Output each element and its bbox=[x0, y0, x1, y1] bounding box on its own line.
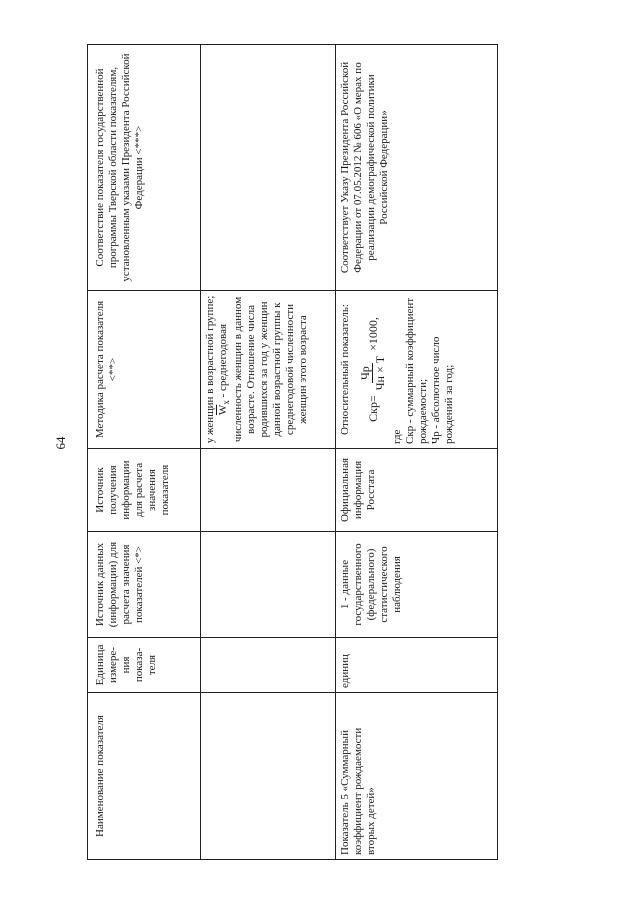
cont-unit bbox=[201, 638, 336, 693]
w-subscript: x bbox=[221, 400, 232, 405]
cont-compliance bbox=[201, 45, 336, 291]
cont-method-before: у женщин в возрастной группе; bbox=[204, 295, 216, 444]
indicator-5-row bbox=[336, 45, 498, 860]
definition-1: Скр - суммарный коэффициент рождаемости; bbox=[404, 297, 430, 444]
header-row bbox=[88, 45, 201, 860]
row5-name: Показатель 5 «Суммарный коэффициент рождаемости вторых детей» bbox=[336, 693, 498, 860]
formula-lhs: Скр= bbox=[365, 395, 380, 422]
cont-method bbox=[201, 291, 336, 449]
formula-rhs: ×1000, bbox=[365, 317, 380, 351]
header-compliance: Соответствие показателя государственной программы Тверской области показателям, установленным указами Президента Российской Федерации <***> bbox=[88, 45, 201, 291]
fertility-formula bbox=[358, 295, 387, 444]
header-name: Наименование показателя bbox=[88, 693, 201, 860]
formula-fraction bbox=[358, 353, 387, 393]
page-number: 64 bbox=[53, 436, 68, 450]
row5-compliance: Соответствует Указу Президента Российской Федерации от 07.05.2012 № 606 «О мерах по реализации демографической политики Российской Федерации» bbox=[336, 45, 498, 291]
row5-data-source: 1 - данные государственного (федерального) статистического наблюдения bbox=[336, 532, 498, 638]
header-method: Методика расчета показателя <**> bbox=[88, 291, 201, 449]
indicators-table bbox=[87, 44, 498, 860]
w-symbol: $\overline{W}$ bbox=[216, 404, 229, 416]
continuation-row bbox=[201, 45, 336, 860]
formula-denominator: Чн × Т bbox=[373, 355, 388, 391]
definition-2: Чр - абсолютное число рождений за год; bbox=[430, 336, 456, 444]
formula-numerator: Чр bbox=[358, 363, 373, 383]
cont-name bbox=[201, 693, 336, 860]
method-intro: Относительный показатель: bbox=[339, 304, 351, 435]
cont-info-source bbox=[201, 449, 336, 532]
row5-unit: единиц bbox=[336, 638, 498, 693]
row5-method bbox=[336, 291, 498, 449]
header-info-source: Источник получения информации для расчета значения показателя bbox=[88, 449, 201, 532]
where-label: где bbox=[391, 429, 404, 444]
cont-method-after: - среднегодовая численность женщин в данном возрасте. Отношение числа родившихся за год у женщин данной возрастной группы к среднегодовой численности женщин этого возраста bbox=[216, 296, 309, 443]
row5-info-source: Официальная информация Росстата bbox=[336, 449, 498, 532]
cont-data-source bbox=[201, 532, 336, 638]
header-data-source: Источник данных (информации) для расчета значения показателей <*> bbox=[88, 532, 201, 638]
rotated-table-container bbox=[87, 53, 640, 860]
header-unit: Единица измере-ния показа-теля bbox=[88, 638, 201, 693]
